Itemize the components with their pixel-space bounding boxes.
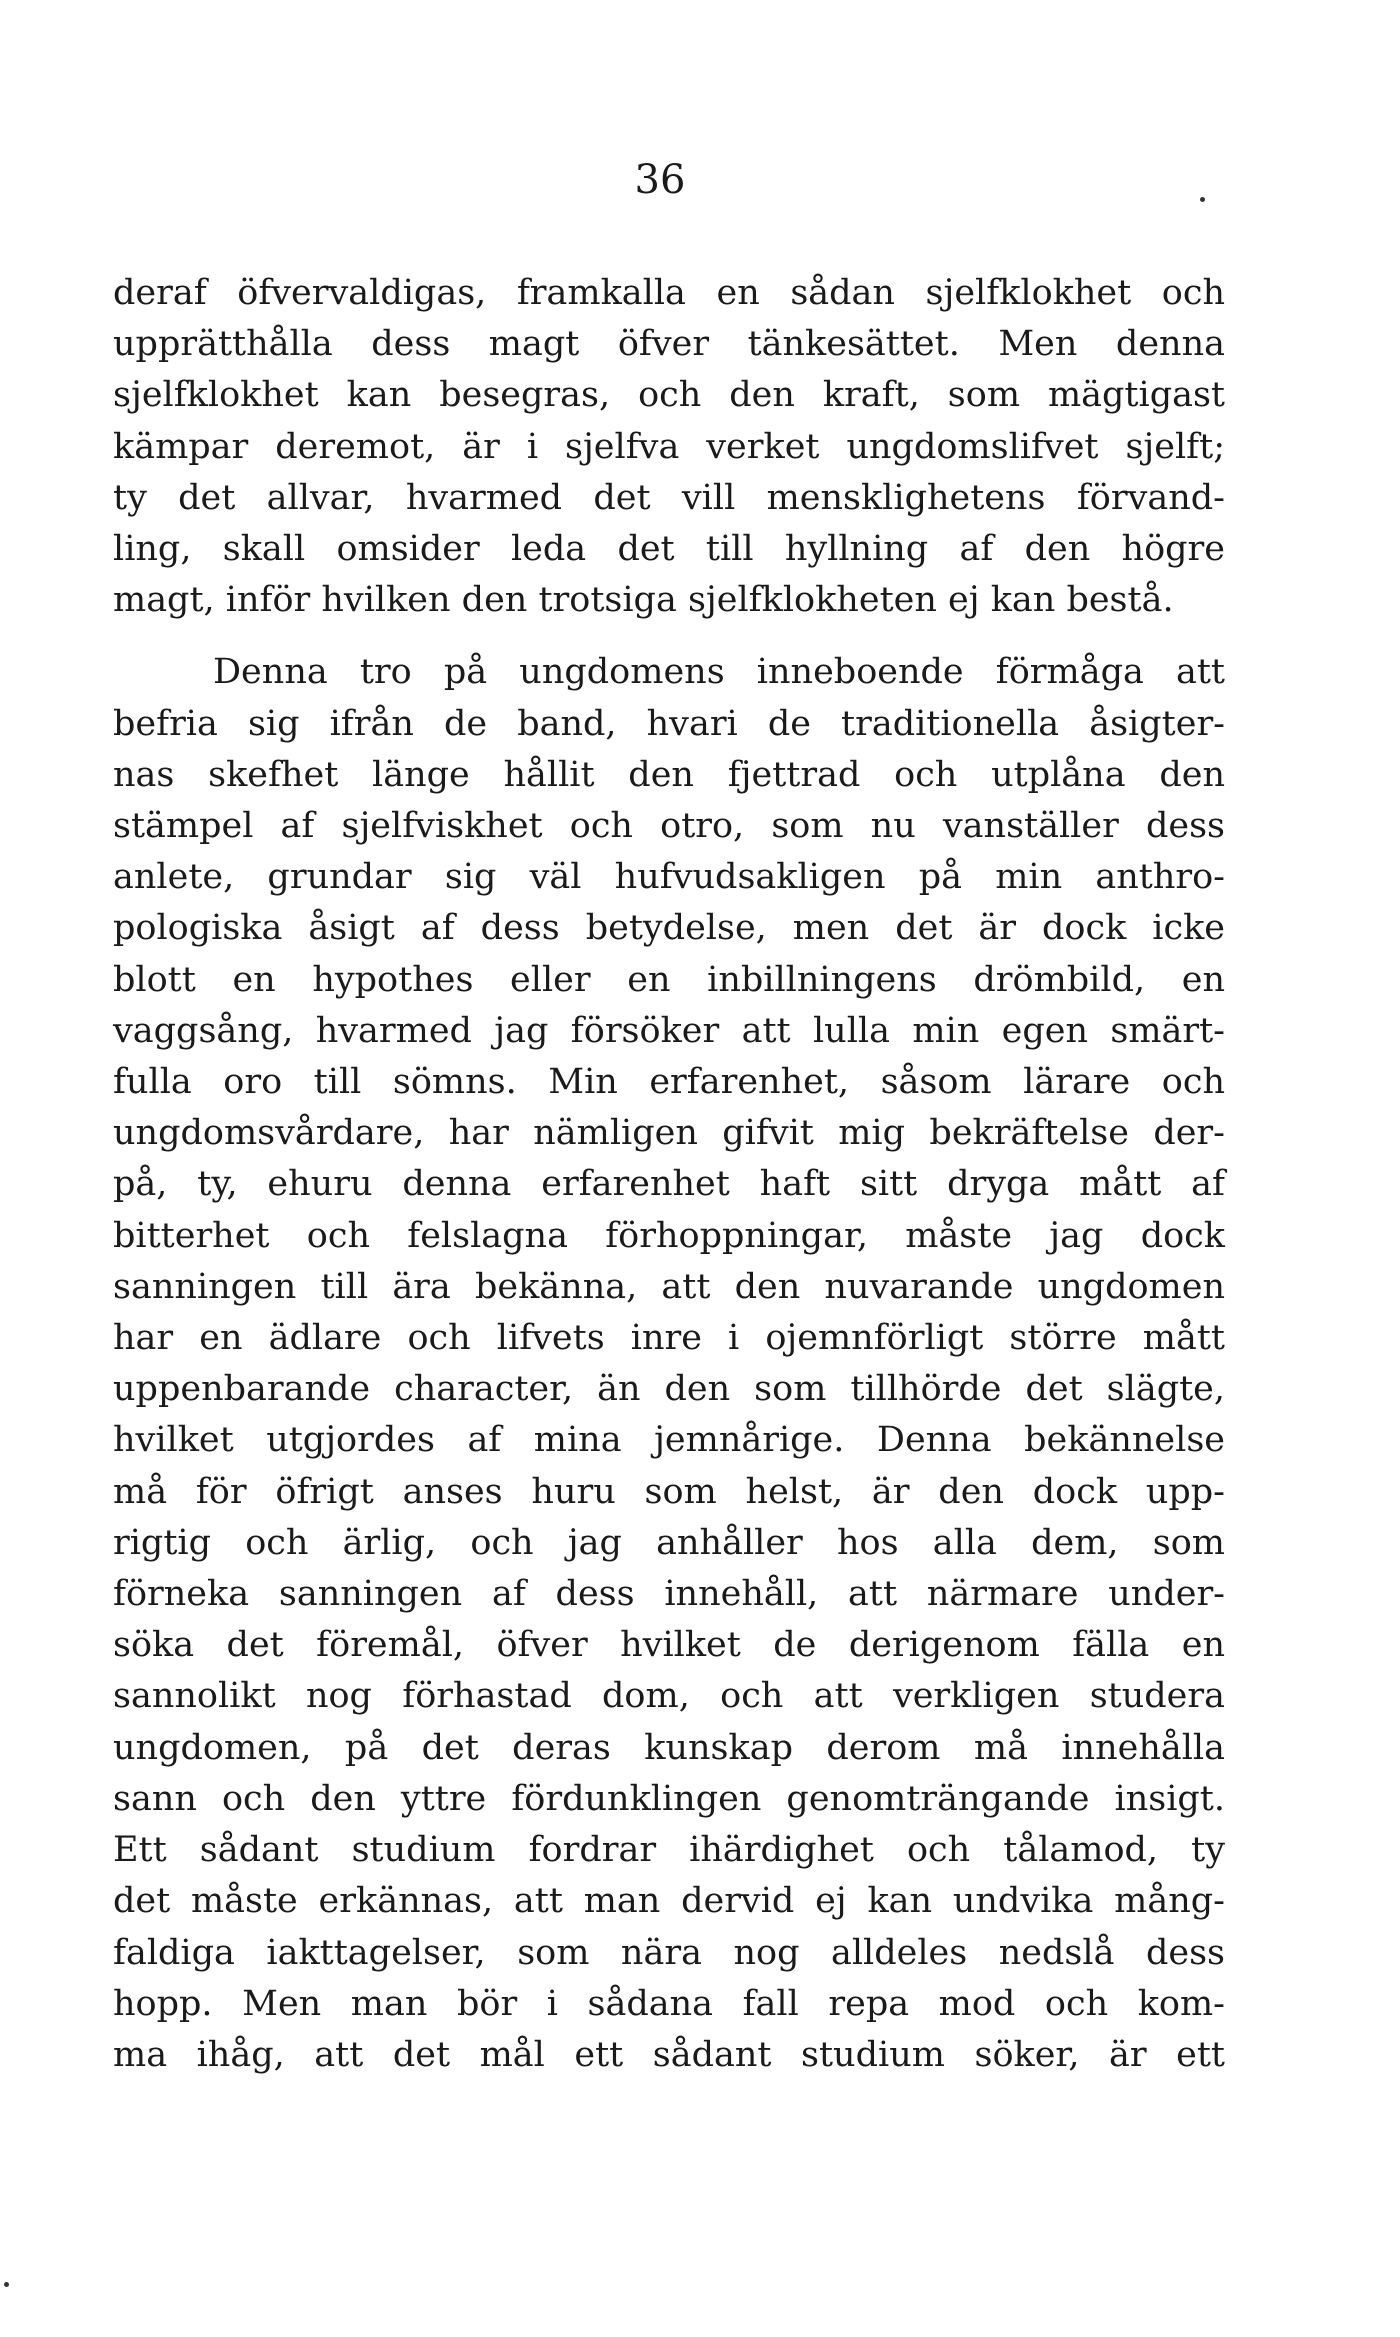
body-text xyxy=(113,268,1225,2081)
text-line: kämpar deremot, är i sjelfva verket ungdomslifvet sjelft; xyxy=(113,426,1225,467)
text-line: må för öfrigt anses huru som helst, är den dock upp- xyxy=(113,1471,1225,1512)
text-line: magt, inför hvilken den trotsiga sjelfklokheten ej kan bestå. xyxy=(113,580,1174,621)
text-line: fulla oro till sömns. Min erfarenhet, såsom lärare och xyxy=(113,1062,1225,1103)
text-line: det måste erkännas, att man dervid ej kan undvika mång- xyxy=(113,1881,1225,1922)
text-line: ungdomsvårdare, har nämligen gifvit mig bekräftelse der- xyxy=(113,1113,1225,1154)
text-line: stämpel af sjelfviskhet och otro, som nu vanställer dess xyxy=(113,806,1225,847)
print-speck xyxy=(1200,197,1205,202)
paragraph xyxy=(113,647,1225,2081)
text-line: rigtig och ärlig, och jag anhåller hos alla dem, som xyxy=(113,1522,1225,1563)
text-line: vaggsång, hvarmed jag försöker att lulla min egen smärt- xyxy=(113,1010,1225,1051)
text-line: förneka sanningen af dess innehåll, att närmare under- xyxy=(113,1574,1225,1615)
text-line: har en ädlare och lifvets inre i ojemnförligt större mått xyxy=(113,1318,1225,1359)
text-line: Denna tro på ungdomens inneboende förmåga att xyxy=(213,652,1225,693)
text-line: Ett sådant studium fordrar ihärdighet och tålamod, ty xyxy=(113,1830,1225,1871)
text-line: pologiska åsigt af dess betydelse, men det är dock icke xyxy=(113,908,1225,949)
text-line: på, ty, ehuru denna erfarenhet haft sitt dryga mått af xyxy=(113,1164,1225,1205)
text-line: ungdomen, på det deras kunskap derom må innehålla xyxy=(113,1727,1225,1768)
text-line: blott en hypothes eller en inbillningens drömbild, en xyxy=(113,959,1225,1000)
print-speck xyxy=(4,2282,9,2287)
text-line: deraf öfvervaldigas, framkalla en sådan sjelfklokhet och xyxy=(113,273,1225,313)
text-line: sanningen till ära bekänna, att den nuvarande ungdomen xyxy=(113,1266,1225,1307)
text-line: sannolikt nog förhastad dom, och att verkligen studera xyxy=(113,1676,1225,1717)
text-line: faldiga iakttagelser, som nära nog alldeles nedslå dess xyxy=(113,1932,1225,1973)
text-line: sjelfklokhet kan besegras, och den kraft, som mägtigast xyxy=(113,375,1225,416)
text-line: anlete, grundar sig väl hufvudsakligen på min anthro- xyxy=(113,857,1225,898)
page-number: 36 xyxy=(634,157,686,203)
text-line: nas skefhet länge hållit den fjettrad och utplåna den xyxy=(113,754,1225,795)
paragraph xyxy=(113,268,1225,626)
text-line: upprätthålla dess magt öfver tänkesättet. Men denna xyxy=(113,324,1225,365)
text-line: sann och den yttre fördunklingen genomträngande insigt. xyxy=(113,1778,1225,1819)
text-line: bitterhet och felslagna förhoppningar, måste jag dock xyxy=(113,1215,1225,1256)
text-line: befria sig ifrån de band, hvari de traditionella åsigter- xyxy=(113,703,1225,744)
text-line: hopp. Men man bör i sådana fall repa mod och kom- xyxy=(113,1983,1225,2024)
text-line: söka det föremål, öfver hvilket de derigenom fälla en xyxy=(113,1625,1225,1666)
text-line: uppenbarande character, än den som tillhörde det slägte, xyxy=(113,1369,1225,1410)
text-line: hvilket utgjordes af mina jemnårige. Denna bekännelse xyxy=(113,1420,1225,1461)
text-line: ma ihåg, att det mål ett sådant studium söker, är ett xyxy=(113,2034,1225,2075)
text-line: ty det allvar, hvarmed det vill mensklighetens förvand- xyxy=(113,477,1225,518)
text-line: ling, skall omsider leda det till hyllning af den högre xyxy=(113,529,1225,570)
